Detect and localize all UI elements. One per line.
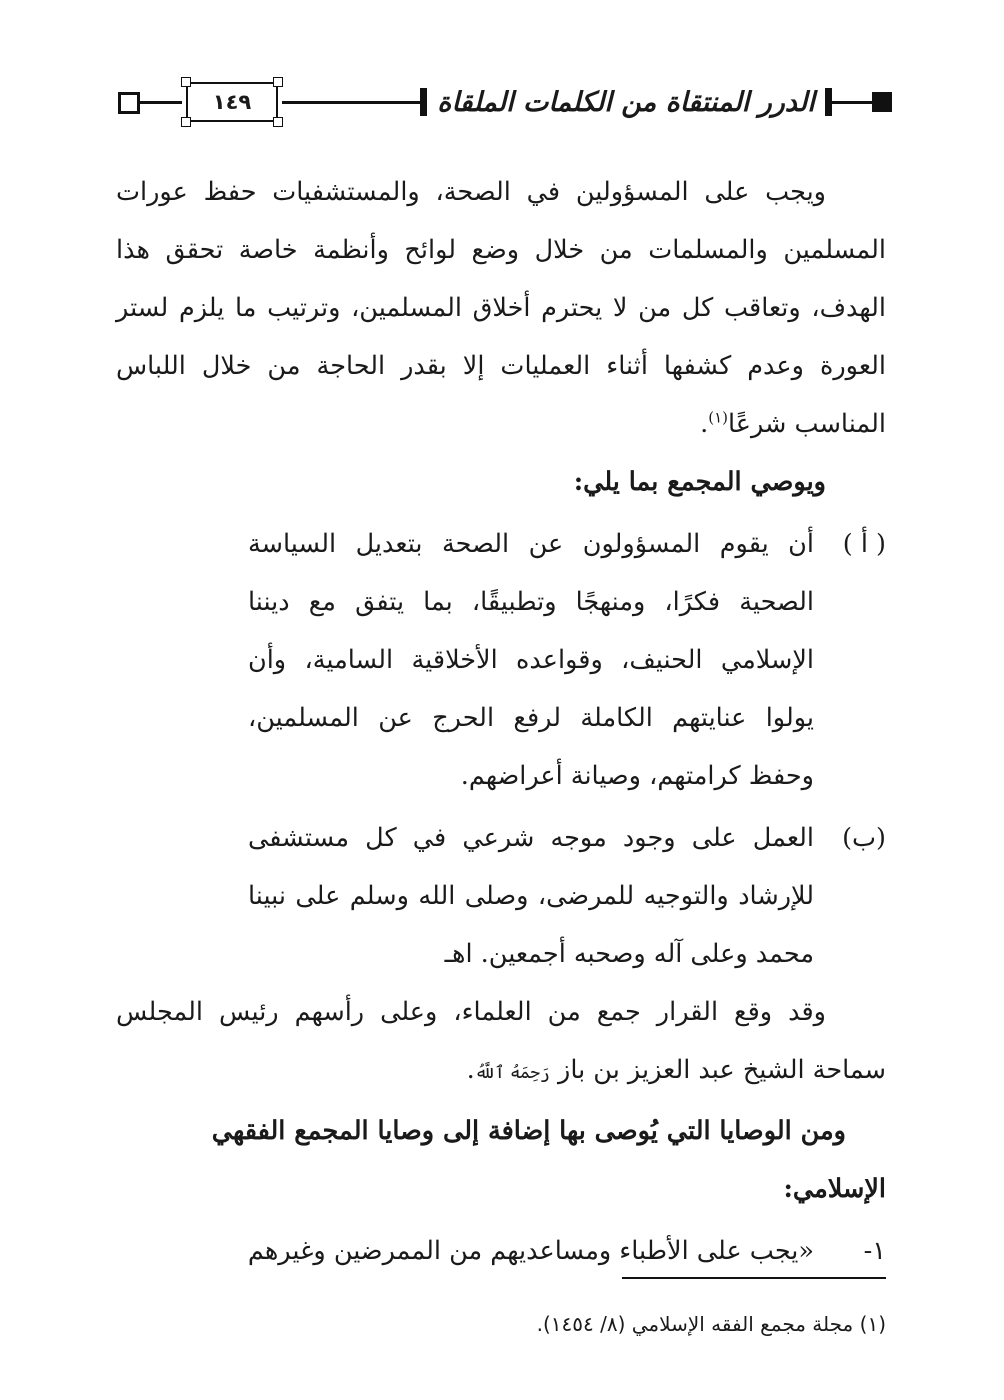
header-divider — [420, 88, 427, 116]
list-item — [116, 515, 886, 805]
paragraph-end: . — [700, 409, 709, 439]
list-item-label: (ب) — [842, 823, 886, 853]
book-title: الدرر المنتقاة من الكلمات الملقاة — [437, 86, 815, 118]
footnote: (١) مجلة مجمع الفقه الإسلامي (٨/ ١٤٥٤). — [536, 1312, 886, 1336]
paragraph — [116, 163, 886, 453]
page-number-frame — [186, 82, 278, 122]
paragraph-text: ويجب على المسؤولين في الصحة، والمستشفيات حفظ عورات المسلمين والمسلمات من خلال وضع لوائح وأنظمة خاصة تحقق هذا الهدف، وتعاقب كل من لا يحترم أخلاق المسلمين، وترتيب ما يلزم لستر العورة وعدم كشفها أثناء العمليات إلا بقدر الحاجة من خلال اللباس المناسب شرعًا — [116, 177, 886, 439]
header-ornament-left — [118, 92, 140, 114]
frame-corner-ornament — [181, 117, 191, 127]
header-rule — [140, 101, 182, 104]
list-item-text: أن يقوم المسؤولون عن الصحة بتعديل السياسة الصحية فكرًا، ومنهجًا وتطبيقًا، بما يتفق مع ديننا الإسلامي الحنيف، وقواعده الأخلاقية السامية، وأن يولوا عنايتهم الكاملة لرفع الحرج عن المسلمين، وحفظ كرامتهم، وصيانة أعراضهم. — [248, 529, 814, 791]
paragraph-text: وقد وقع القرار جمع من العلماء، وعلى رأسهم رئيس المجلس سماحة الشيخ عبد العزيز بن باز — [116, 997, 886, 1085]
running-header — [112, 72, 892, 132]
section-heading: ومن الوصايا التي يُوصى بها إضافة إلى وصايا المجمع الفقهي الإسلامي: — [211, 1116, 886, 1204]
footnote-marker[interactable]: (١) — [708, 408, 728, 427]
numbered-item-label: ١- — [863, 1236, 886, 1266]
header-ornament-right — [872, 92, 892, 112]
frame-corner-ornament — [181, 77, 191, 87]
numbered-item-text: «يجب على الأطباء ومساعديهم من الممرضين وغيرهم — [247, 1236, 814, 1266]
header-divider — [825, 88, 832, 116]
numbered-item — [116, 1222, 886, 1280]
section-heading: ويوصي المجمع بما يلي: — [573, 467, 826, 497]
list-item-label: ( أ ) — [842, 529, 886, 559]
page-number: ١٤٩ — [212, 90, 252, 114]
frame-corner-ornament — [273, 77, 283, 87]
header-rule — [282, 101, 420, 104]
honorific: رَحِمَهُ ٱللَّهُ — [474, 1063, 550, 1083]
list-item-text: العمل على وجود موجه شرعي في كل مستشفى للإرشاد والتوجيه للمرضى، وصلى الله وسلم على نبينا محمد وعلى آله وصحبه أجمعين. اهـ — [248, 823, 814, 969]
footnote-separator — [622, 1277, 886, 1279]
main-text — [116, 163, 886, 1280]
paragraph — [116, 983, 886, 1102]
header-rule — [832, 101, 872, 104]
frame-corner-ornament — [273, 117, 283, 127]
paragraph-end: . — [466, 1055, 475, 1085]
list-item — [116, 809, 886, 983]
